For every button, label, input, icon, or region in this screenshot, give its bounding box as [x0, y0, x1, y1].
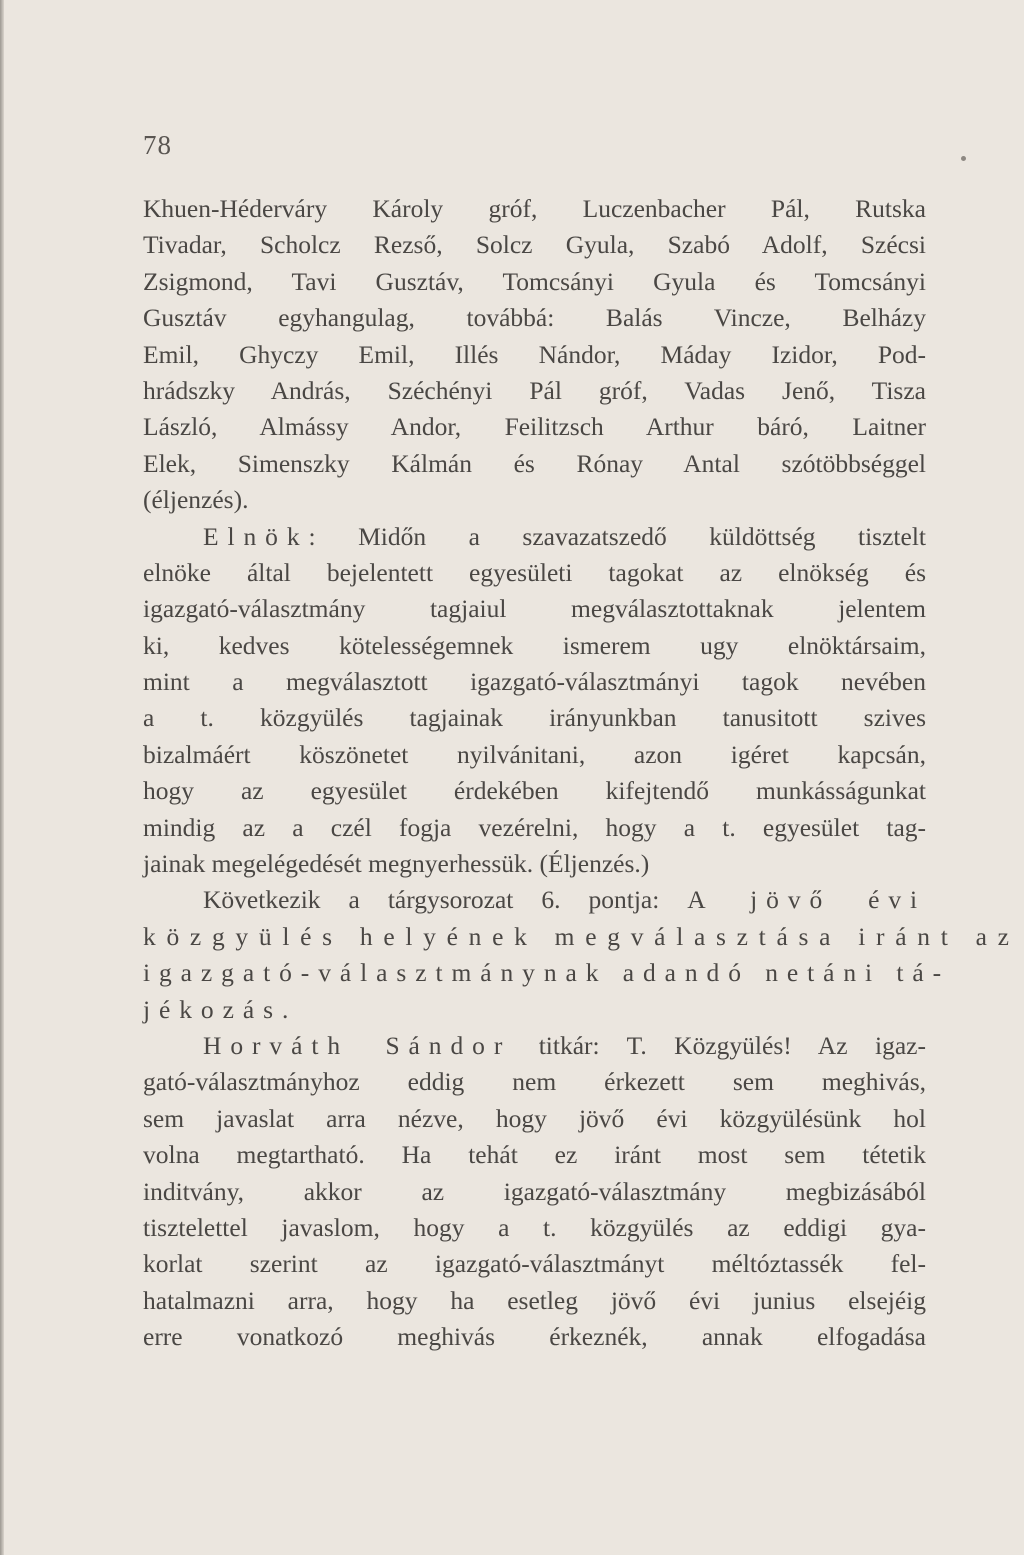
text-line: Khuen-Héderváry Károly gróf, Luczenbacher Pál, Rutska — [143, 194, 926, 223]
print-speck — [961, 156, 966, 161]
text-line: volna megtartható. Ha tehát ez iránt most sem tétetik — [143, 1140, 926, 1170]
speaker-name: Elnök — [203, 521, 309, 551]
text-line: mindig az a czél fogja vezérelni, hogy a t. egyesület tag- — [143, 812, 926, 842]
text-line: Emil, Ghyczy Emil, Illés Nándor, Máday Izidor, Pod- — [143, 339, 926, 369]
speech-text: titkár: T. Közgyülés! Az igaz- — [511, 1030, 926, 1060]
body-text — [143, 191, 1020, 1356]
text-line: korlat szerint az igazgató-választmányt méltóztassék fel- — [143, 1249, 926, 1279]
text-line: Tivadar, Scholcz Rezső, Solcz Gyula, Szabó Adolf, Szécsi — [143, 230, 926, 260]
text-line: tisztelettel javaslom, hogy a t. közgyülés az eddigi gya- — [143, 1212, 926, 1242]
page-number: 78 — [143, 130, 172, 160]
speech-text: : Midőn a szavazatszedő küldöttség tisztelt — [308, 521, 926, 551]
text-line-elnok — [143, 519, 926, 555]
speaker-name: Horváth Sándor — [203, 1030, 512, 1060]
text-line-agenda — [143, 882, 926, 918]
text-line: inditvány, akkor az igazgató-választmány megbizásából — [143, 1176, 926, 1206]
text-line: Gusztáv egyhangulag, továbbá: Balás Vincze, Belházy — [143, 303, 926, 333]
text-line: erre vonatkozó meghivás érkeznék, annak elfogadása — [143, 1322, 926, 1352]
text-line: igazgató-választmány tagjaiul megválasztottaknak jelentem — [143, 594, 926, 624]
text-line: mint a megválasztott igazgató-választmányi tagok nevében — [143, 667, 926, 697]
agenda-intro: Következik a tárgysorozat 6. pontja: — [203, 885, 688, 915]
text-line: a t. közgyülés tagjainak irányunkban tanusitott szives — [143, 703, 926, 733]
text-line: jainak megelégedését megnyerhessük. (Éljenzés.) — [143, 849, 650, 879]
text-line: elnöke által bejelentett egyesületi tagokat az elnökség és — [143, 557, 926, 587]
agenda-title: A jövő évi — [687, 885, 927, 915]
text-line: hogy az egyesület érdekében kifejtendő munkásságunkat — [143, 776, 926, 806]
text-line: Zsigmond, Tavi Gusztáv, Tomcsányi Gyula és Tomcsányi — [143, 266, 926, 296]
text-line: ki, kedves kötelességemnek ismerem ugy elnöktársaim, — [143, 630, 926, 660]
text-line: gató-választmányhoz eddig nem érkezett sem meghivás, — [143, 1067, 926, 1097]
text-line-horvath — [143, 1028, 926, 1064]
page-edge — [0, 0, 4, 1555]
text-line: bizalmáért köszönetet nyilvánitani, azon igéret kapcsán, — [143, 739, 926, 769]
text-line: (éljenzés). — [143, 485, 249, 515]
text-line: sem javaslat arra nézve, hogy jövő évi közgyülésünk hol — [143, 1103, 926, 1133]
text-line: hatalmazni arra, hogy ha esetleg jövő évi junius elsejéig — [143, 1285, 926, 1315]
text-line: Elek, Simenszky Kálmán és Rónay Antal szótöbbséggel — [143, 448, 926, 478]
agenda-title-line: igazgató-választmánynak adandó netáni tá- — [143, 958, 951, 988]
text-line: László, Almássy Andor, Feilitzsch Arthur báró, Laitner — [143, 412, 926, 442]
agenda-title-line: jékozás. — [143, 994, 298, 1024]
text-line: hrádszky András, Széchényi Pál gróf, Vadas Jenő, Tisza — [143, 375, 926, 405]
agenda-title-line: közgyülés helyének megválasztása iránt az — [143, 921, 1020, 951]
